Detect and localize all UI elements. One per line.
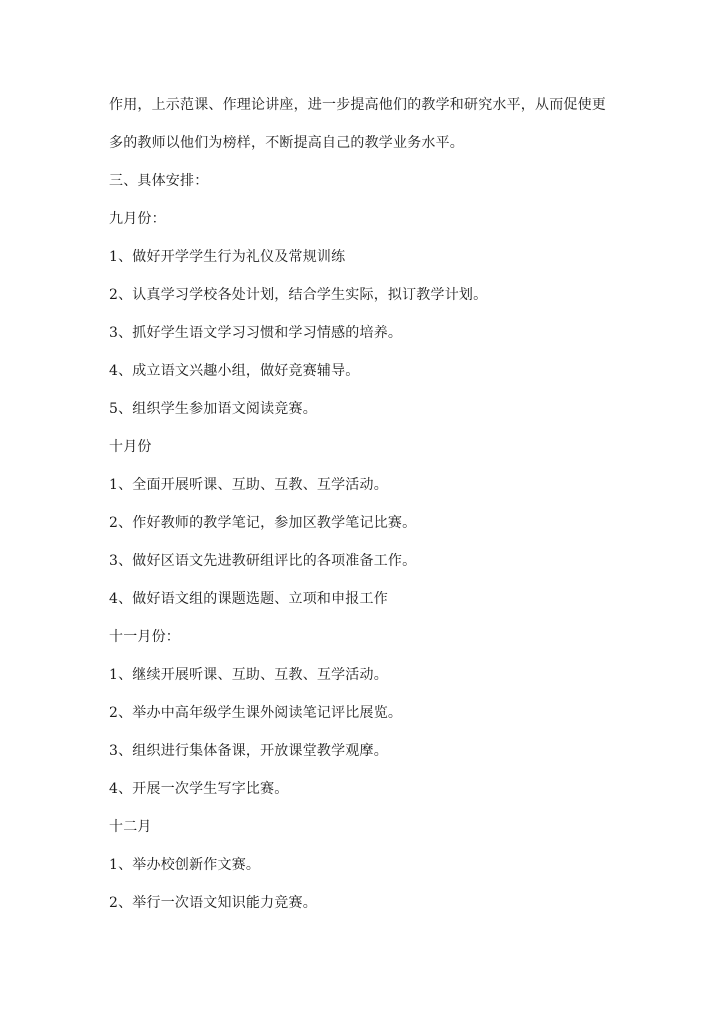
paragraph-line-2: 多的教师以他们为榜样，不断提高自己的教学业务水平。: [109, 135, 464, 151]
list-item: 4、开展一次学生写字比赛。: [109, 781, 289, 797]
section-heading-schedule: 三、具体安排：: [109, 173, 209, 189]
paragraph-line-1: 作用，上示范课、作理论讲座，进一步提高他们的教学和研究水平，从而促使更: [109, 97, 606, 113]
list-item: 4、成立语文兴趣小组，做好竞赛辅导。: [109, 363, 360, 379]
list-item: 2、认真学习学校各处计划，结合学生实际，拟订教学计划。: [109, 287, 488, 303]
month-heading-october: 十月份: [109, 439, 152, 455]
list-item: 4、做好语文组的课题选题、立项和申报工作: [109, 591, 388, 607]
month-heading-december: 十二月: [109, 819, 152, 835]
list-item: 5、组织学生参加语文阅读竞赛。: [109, 401, 317, 417]
list-item: 2、举行一次语文知识能力竞赛。: [109, 895, 317, 911]
month-heading-september: 九月份：: [109, 211, 166, 227]
list-item: 3、做好区语文先进教研组评比的各项准备工作。: [109, 553, 417, 569]
list-item: 2、作好教师的教学笔记，参加区教学笔记比赛。: [109, 515, 417, 531]
list-item: 1、继续开展听课、互助、互教、互学活动。: [109, 667, 388, 683]
list-item: 3、组织进行集体备课，开放课堂教学观摩。: [109, 743, 388, 759]
month-heading-november: 十一月份：: [109, 629, 180, 645]
list-item: 3、抓好学生语文学习习惯和学习情感的培养。: [109, 325, 403, 341]
list-item: 1、举办校创新作文赛。: [109, 857, 261, 873]
list-item: 1、全面开展听课、互助、互教、互学活动。: [109, 477, 388, 493]
list-item: 1、做好开学学生行为礼仪及常规训练: [109, 249, 346, 265]
list-item: 2、举办中高年级学生课外阅读笔记评比展览。: [109, 705, 403, 721]
